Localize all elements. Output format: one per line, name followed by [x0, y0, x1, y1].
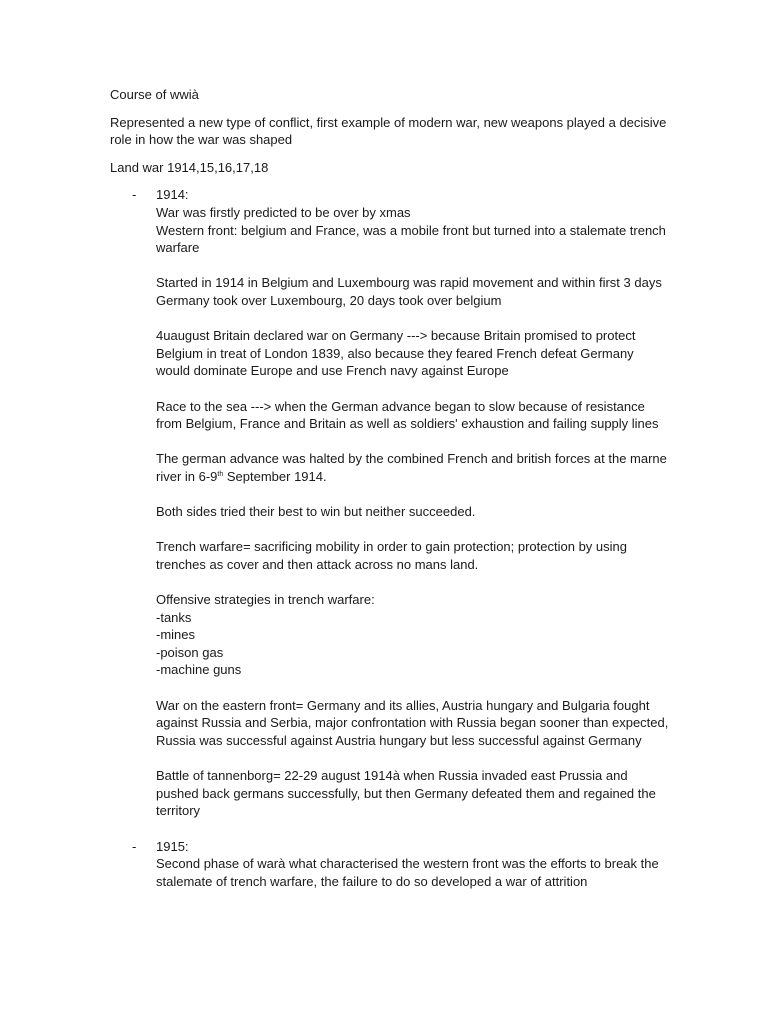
- intro-paragraph: Represented a new type of conflict, first example of modern war, new weapons played a decisive role in how the war was shaped: [110, 114, 671, 148]
- text-block: [156, 538, 670, 573]
- text-block: [156, 503, 670, 521]
- text-line: Battle of tannenborg= 22-29 august 1914à when Russia invaded east Prussia and pushed back germans successfully, but then Germany defeated them and regained the territory: [156, 767, 656, 819]
- text-line: Trench warfare= sacrificing mobility in order to gain protection; protection by using trenches as cover and then attack across no mans land.: [156, 539, 627, 572]
- text-line: Western front: belgium and France, was a mobile front but turned into a stalemate trench warfare: [156, 222, 666, 256]
- text-block: [156, 204, 670, 257]
- year-heading-1915: 1915:: [156, 838, 189, 854]
- text-line: War was firstly predicted to be over by xmas: [156, 204, 411, 220]
- year-heading-1914: 1914:: [156, 187, 189, 203]
- text-block: [156, 327, 670, 380]
- marne-block: [156, 450, 670, 485]
- ordinal-suffix: th: [217, 470, 224, 478]
- land-war-heading: Land war 1914,15,16,17,18: [110, 159, 269, 175]
- marne-date: September 1914.: [223, 468, 327, 484]
- text-block: [156, 767, 670, 820]
- bullet-dash: -: [132, 187, 137, 203]
- strategies-block: [156, 591, 670, 679]
- document-body: [110, 86, 670, 909]
- list-item-1914: [110, 186, 670, 819]
- text-block: [156, 855, 670, 890]
- text-line: Started in 1914 in Belgium and Luxembourg was rapid movement and within first 3 days Germany took over Luxembourg, 20 days took over belgium: [156, 275, 662, 308]
- text-line: War on the eastern front= Germany and its allies, Austria hungary and Bulgaria fought against Russia and Serbia, major confrontation with Russia began sooner than expected, Russia was successful against Austria hungary but less successful against Germany: [156, 697, 669, 748]
- text-line: Offensive strategies in trench warfare:: [156, 592, 375, 608]
- text-block: [156, 697, 670, 750]
- document-title: Course of wwià: [110, 87, 199, 102]
- text-line: -machine guns: [156, 662, 242, 678]
- list-item-1915: [110, 838, 670, 891]
- text-line: Both sides tried their best to win but neither succeeded.: [156, 504, 476, 520]
- text-line: -mines: [156, 627, 196, 643]
- text-line: Second phase of warà what characterised the western front was the efforts to break the stalemate of trench warfare, the failure to do so developed a war of attrition: [156, 856, 659, 889]
- text-block: [156, 398, 670, 433]
- year-list: [110, 186, 670, 890]
- bullet-dash: -: [132, 838, 137, 854]
- text-block: [156, 274, 670, 309]
- text-line: -poison gas: [156, 644, 224, 660]
- marne-text: The german advance was halted by the combined French and british forces at the marne river in 6-9: [156, 451, 667, 484]
- text-line: -tanks: [156, 609, 192, 625]
- text-line: Race to the sea ---> when the German advance began to slow because of resistance from Belgium, France and Britain as well as soldiers' exhaustion and failing supply lines: [156, 398, 659, 432]
- text-line: 4uaugust Britain declared war on Germany ---> because Britain promised to protect Belgium in treat of London 1839, also because they feared French defeat Germany would dominate Europe and use French navy against Europe: [156, 328, 636, 379]
